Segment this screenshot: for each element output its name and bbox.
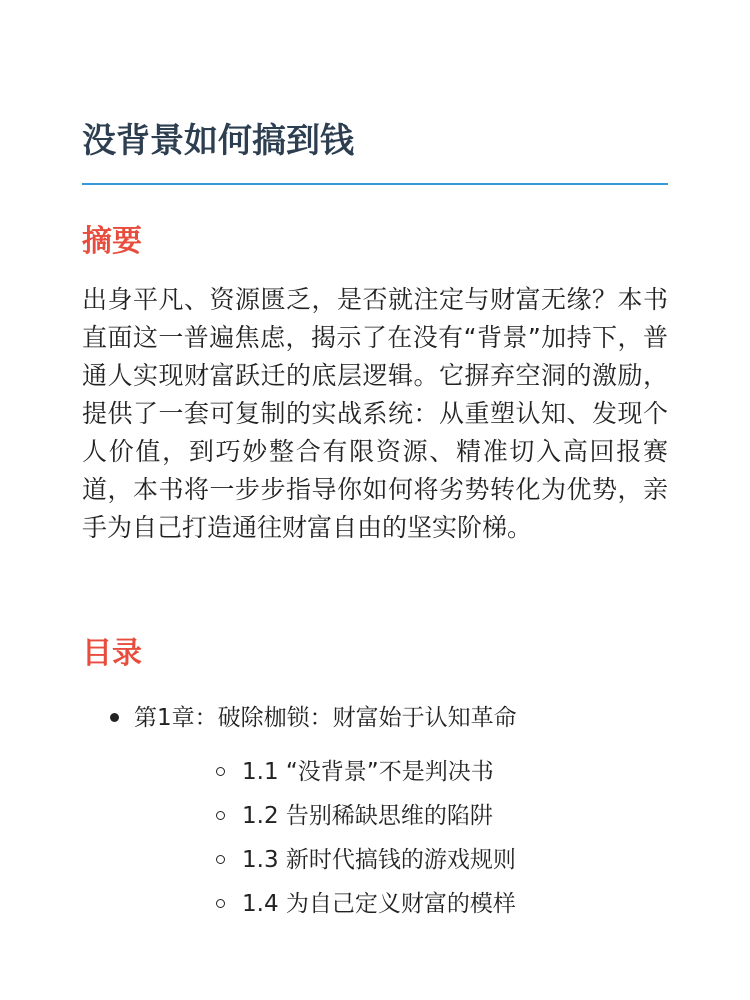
section-title: 1.1 “没背景”不是判决书 xyxy=(242,759,494,785)
toc-heading: 目录 xyxy=(82,636,142,671)
table-of-contents xyxy=(82,696,668,926)
toc-section-1-3 xyxy=(134,838,668,882)
toc-section-1-1 xyxy=(134,750,668,794)
bullet-circle-icon xyxy=(216,899,225,908)
section-title: 1.4 为自己定义财富的模样 xyxy=(242,891,516,917)
title-divider xyxy=(82,183,668,185)
bullet-circle-icon xyxy=(216,767,225,776)
toc-section-1-2 xyxy=(134,794,668,838)
section-title: 1.3 新时代搞钱的游戏规则 xyxy=(242,847,516,873)
bullet-circle-icon xyxy=(216,811,225,820)
section-title: 1.2 告别稀缺思维的陷阱 xyxy=(242,803,493,829)
toc-chapter-1 xyxy=(82,696,668,926)
bullet-disc-icon xyxy=(110,713,119,722)
bullet-circle-icon xyxy=(216,855,225,864)
summary-heading: 摘要 xyxy=(82,224,142,259)
toc-section-1-4 xyxy=(134,882,668,926)
page-title: 没背景如何搞到钱 xyxy=(82,121,354,161)
chapter-1-sections xyxy=(134,750,668,926)
summary-text: 出身平凡、资源匮乏，是否就注定与财富无缘？本书直面这一普遍焦虑，揭示了在没有“背景”加持下，普通人实现财富跃迁的底层逻辑。它摒弃空洞的激励，提供了一套可复制的实战系统：从重塑认知、发现个人价值，到巧妙整合有限资源、精准切入高回报赛道，本书将一步步指导你如何将劣势转化为优势，亲手为自己打造通往财富自由的坚实阶梯。 xyxy=(82,285,668,542)
chapter-title: 第1章：破除枷锁：财富始于认知革命 xyxy=(134,705,517,731)
